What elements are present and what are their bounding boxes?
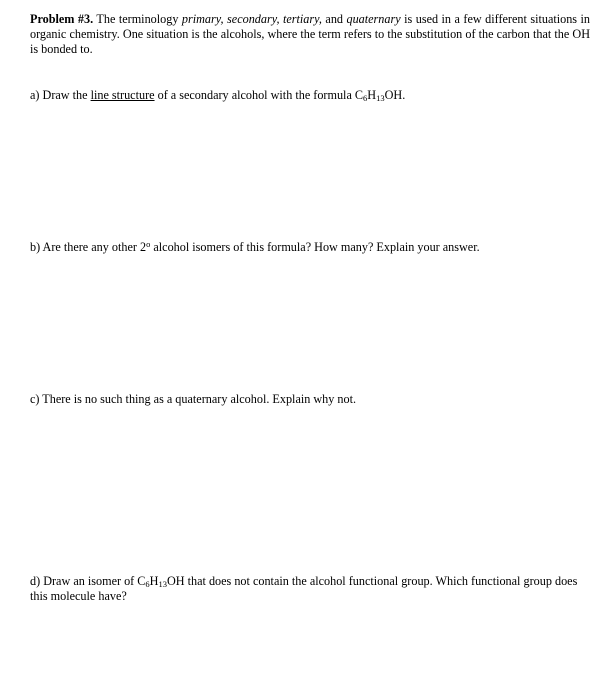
formula-subscript-hydrogen: 13 — [376, 93, 385, 103]
question-d-suffix: OH that does not contain the alcohol functional group. Which functional group does this molecule have? — [30, 574, 578, 604]
term-tertiary: tertiary, — [283, 12, 322, 26]
question-b-suffix: alcohol isomers of this formula? How many? Explain your answer. — [150, 240, 480, 254]
term-quaternary: quaternary — [346, 12, 401, 26]
intro-text-2: is used in a few different situations in organic chemistry. One situation is the alcohols, where the term refers to the substitution of the carbon that the OH is bonded to. — [30, 12, 591, 57]
formula-hydrogen: H — [367, 88, 377, 102]
intro-sep-3: and — [321, 12, 347, 26]
formula-subscript-hydrogen: 13 — [158, 579, 167, 589]
question-a — [30, 88, 590, 103]
question-b-prefix: b) Are there any other 2 — [30, 240, 147, 254]
line-structure-term: line structure — [90, 88, 155, 102]
formula-subscript-carbon: 6 — [145, 579, 150, 589]
intro-text-1: The terminology — [93, 12, 182, 26]
question-b — [30, 240, 590, 255]
term-secondary: secondary, — [227, 12, 280, 26]
problem-label: Problem #3. — [30, 12, 94, 26]
formula-subscript-carbon: 6 — [363, 93, 368, 103]
question-a-prefix: a) Draw the — [30, 88, 91, 102]
question-c: c) There is no such thing as a quaternary alcohol. Explain why not. — [30, 392, 357, 406]
degree-superscript: o — [146, 239, 151, 249]
problem-intro — [30, 12, 590, 58]
question-a-mid: of a secondary alcohol with the formula C — [154, 88, 364, 102]
term-primary: primary, — [181, 12, 224, 26]
question-a-suffix: OH. — [384, 88, 406, 102]
formula-hydrogen: H — [149, 574, 159, 588]
question-d-prefix: d) Draw an isomer of C — [30, 574, 146, 588]
question-d — [30, 574, 590, 604]
